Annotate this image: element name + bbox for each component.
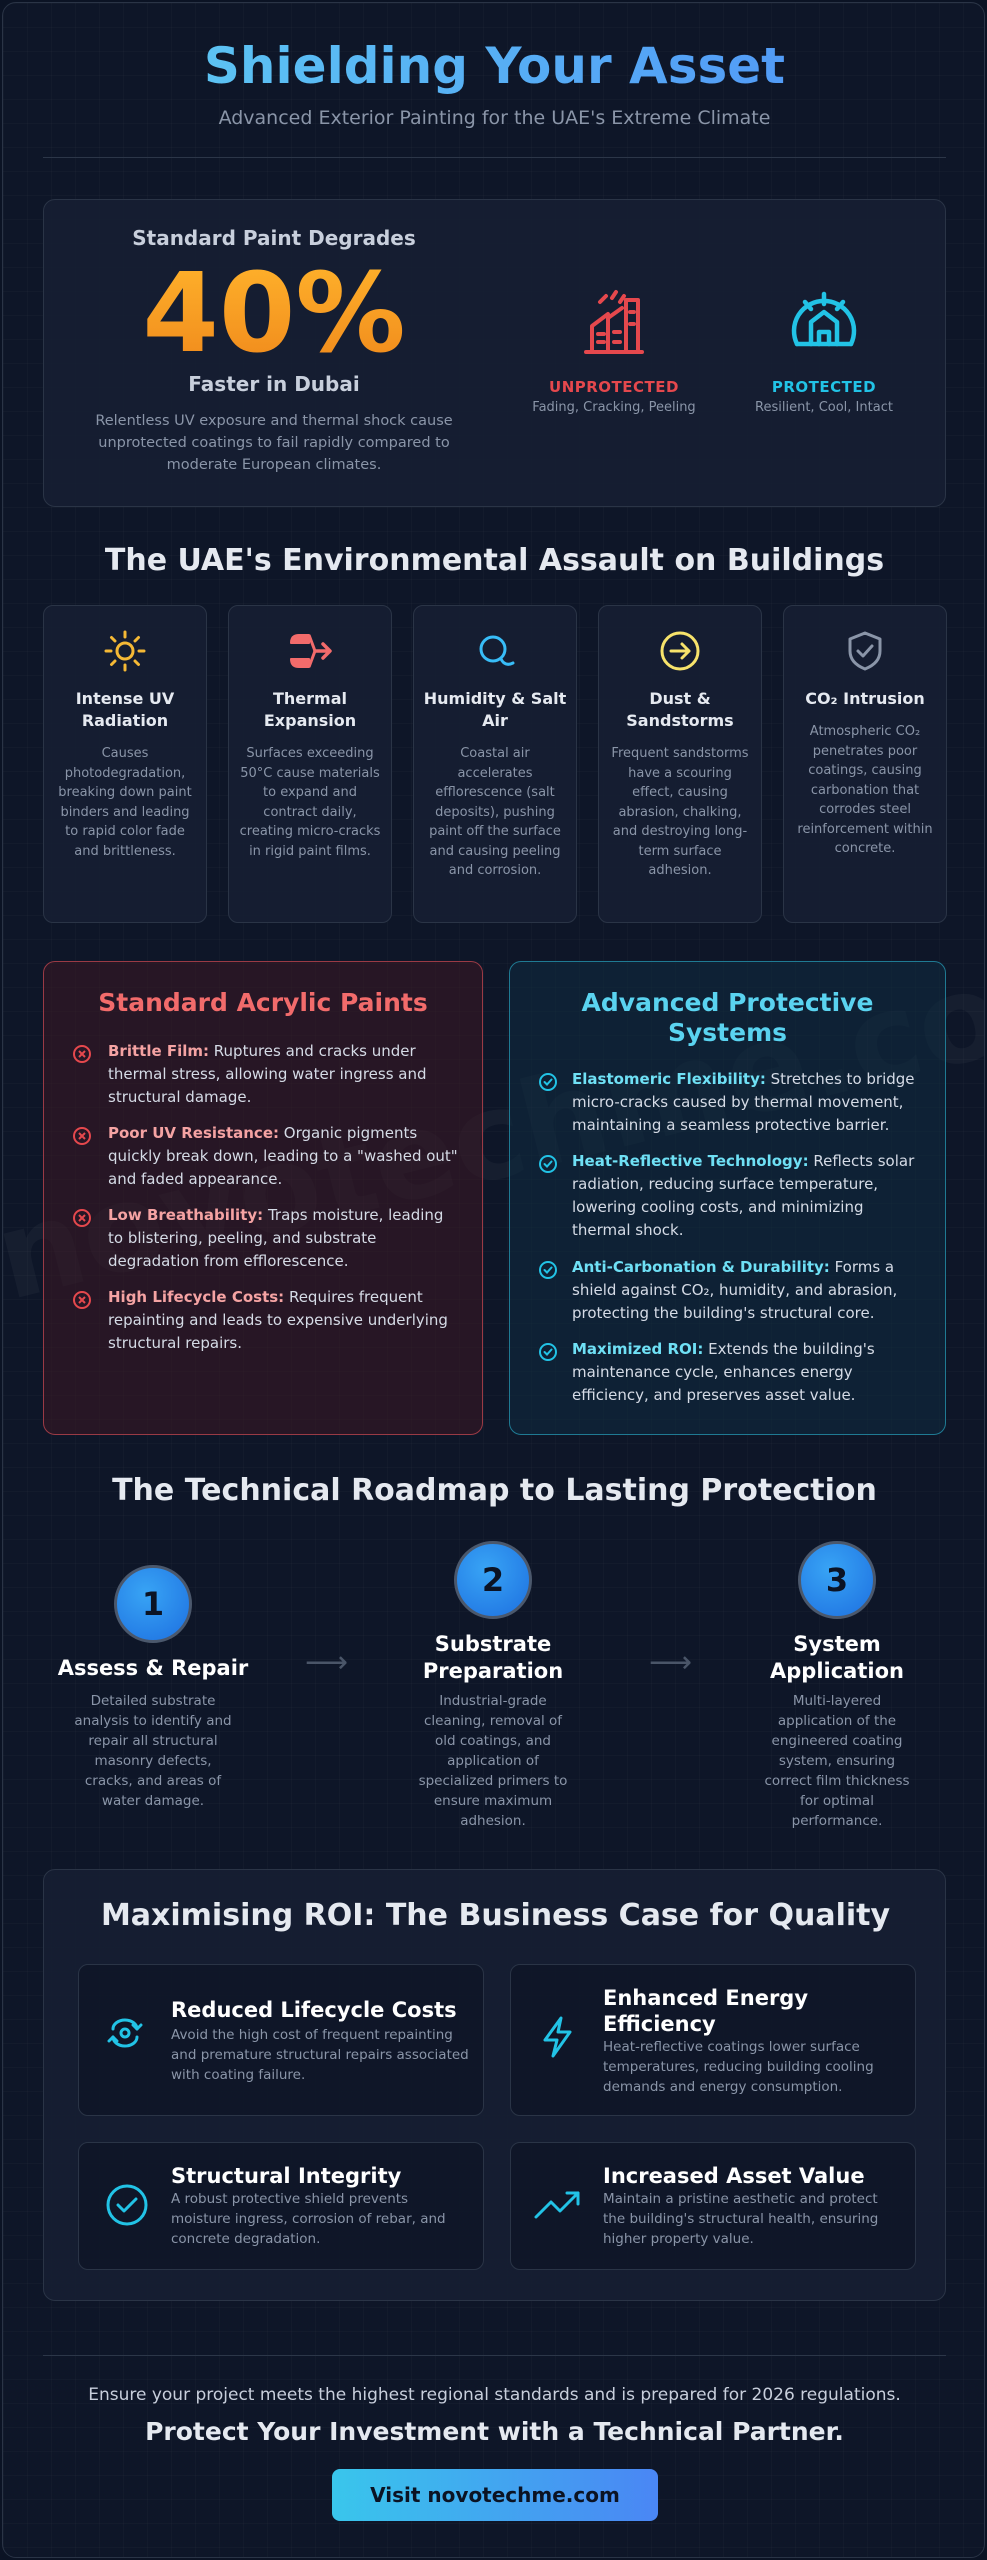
standard-paints-panel [43, 961, 483, 1435]
step-title: Assess & Repair [57, 1656, 249, 1680]
threat-title: Humidity & Salt Air [423, 689, 567, 730]
standard-title: Standard Acrylic Paints [98, 988, 428, 1017]
threat-desc: Atmospheric CO₂ penetrates poor coatings, causing carbonation that corrodes steel reinforcement within concrete. [797, 724, 933, 856]
check-circle-icon [538, 1260, 558, 1280]
visit-website-button[interactable]: Visit novotechme.com [332, 2469, 658, 2521]
roi-section [43, 1869, 946, 2301]
threat-card-dust [598, 605, 762, 923]
advanced-systems-panel [509, 961, 946, 1435]
stat-value: 40% [44, 258, 504, 368]
threat-desc: Frequent sandstorms have a scouring effect, causing abrasion, chalking, and destroying long-term surface adhesion. [611, 746, 749, 878]
standard-point: Poor UV Resistance: Organic pigments quickly break down, leading to a "washed out" and faded appearance. [108, 1124, 458, 1188]
threat-title: CO₂ Intrusion [805, 689, 925, 708]
roi-card-lifecycle [78, 1964, 484, 2116]
trending-up-icon [533, 2187, 583, 2227]
assault-title: The UAE's Environmental Assault on Buildings [104, 543, 885, 578]
advanced-title: Advanced Protective Systems [581, 988, 874, 1047]
footer-note: Ensure your project meets the highest regional standards and is prepared for 2026 regulations. [88, 2385, 901, 2405]
arrow-circle-icon [599, 626, 761, 676]
threat-desc: Causes photodegradation, breaking down paint binders and leading to rapid color fade and brittleness. [58, 746, 192, 859]
x-circle-icon [72, 1126, 92, 1146]
expand-arrows-icon [229, 626, 391, 676]
shielded-building-icon [724, 286, 924, 360]
protected-desc: Resilient, Cool, Intact [755, 400, 893, 415]
step-title: Substrate Preparation [422, 1632, 564, 1683]
threat-card-co2 [783, 605, 947, 923]
stat-label: Standard Paint Degrades [132, 226, 416, 250]
standard-point: Brittle Film: Ruptures and cracks under thermal stress, allowing water ingress and structural damage. [108, 1042, 427, 1106]
check-circle-icon [538, 1072, 558, 1092]
standard-point: Low Breathability: Traps moisture, leading to blistering, peeling, and substrate degradation from efflorescence. [108, 1206, 444, 1270]
step-number-1: 1 [114, 1565, 192, 1643]
hero-subtitle: Advanced Exterior Painting for the UAE's Extreme Climate [218, 107, 771, 129]
check-circle-icon [538, 1342, 558, 1362]
roadmap-title: The Technical Roadmap to Lasting Protection [112, 1473, 877, 1508]
protected-title: PROTECTED [771, 378, 877, 396]
advanced-point: Elastomeric Flexibility: Stretches to bridge micro-cracks caused by thermal movement, maintaining a seamless protective barrier. [572, 1070, 915, 1134]
footer-cta: Protect Your Investment with a Technical Partner. [145, 2417, 844, 2446]
divider [43, 2355, 946, 2356]
advanced-point: Maximized ROI: Extends the building's maintenance cycle, enhances energy efficiency, and preserves asset value. [572, 1340, 875, 1404]
unprotected-desc: Fading, Cracking, Peeling [532, 400, 696, 415]
roi-card-title: Increased Asset Value [603, 2164, 865, 2188]
lightning-icon [537, 2015, 577, 2063]
roi-card-title: Reduced Lifecycle Costs [171, 1998, 457, 2022]
stat-sub: Faster in Dubai [188, 372, 360, 396]
threat-title: Thermal Expansion [263, 689, 357, 730]
roi-title: Maximising ROI: The Business Case for Quality [100, 1898, 891, 1933]
roi-card-asset-value [510, 2142, 916, 2270]
threat-card-uv [43, 605, 207, 923]
money-cycle-icon [105, 2013, 145, 2057]
crumbling-building-icon [514, 288, 714, 360]
step-desc: Detailed substrate analysis to identify and repair all structural masonry defects, cracks, and areas of water damage. [74, 1693, 232, 1809]
threat-desc: Coastal air accelerates efflorescence (salt deposits), pushing paint off the surface and causing peeling and corrosion. [429, 746, 561, 878]
threat-card-humidity [413, 605, 577, 923]
stat-description: Relentless UV exposure and thermal shock cause unprotected coatings to fail rapidly compared to moderate European climates. [95, 413, 453, 473]
check-circle-icon [105, 2183, 149, 2231]
roi-card-energy [510, 1964, 916, 2116]
advanced-point: Anti-Carbonation & Durability: Forms a shield against CO₂, humidity, and abrasion, protecting the building's structural core. [572, 1258, 898, 1322]
threat-card-thermal [228, 605, 392, 923]
threat-title: Intense UV Radiation [75, 689, 175, 730]
unprotected-title: UNPROTECTED [549, 378, 679, 396]
advanced-point: Heat-Reflective Technology: Reflects solar radiation, reducing surface temperature, lowering cooling costs, and minimizing thermal shock. [572, 1152, 915, 1239]
roi-card-title: Structural Integrity [171, 2164, 402, 2188]
x-circle-icon [72, 1208, 92, 1228]
hero-title: Shielding Your Asset [3, 37, 985, 95]
roi-card-desc: Heat-reflective coatings lower surface temperatures, reducing building cooling demands and energy consumption. [603, 2039, 874, 2095]
step-desc: Industrial-grade cleaning, removal of old coatings, and application of specialized primers to ensure maximum adhesion. [418, 1693, 568, 1829]
infographic-page [2, 2, 985, 2558]
step-number-3: 3 [798, 1541, 876, 1619]
standard-point: High Lifecycle Costs: Requires frequent repainting and leads to expensive underlying structural repairs. [108, 1288, 448, 1352]
arrow-right-icon: ⟶ [305, 1645, 349, 1680]
threat-desc: Surfaces exceeding 50°C cause materials to expand and contract daily, creating micro-cracks in rigid paint films. [239, 746, 381, 859]
step-desc: Multi-layered application of the engineered coating system, ensuring correct film thickness for optimal performance. [764, 1693, 910, 1829]
step-title: System Application [770, 1632, 904, 1683]
roi-card-title: Enhanced Energy Efficiency [603, 1986, 809, 2036]
shield-check-icon [784, 626, 946, 676]
humidity-wave-icon [414, 626, 576, 676]
divider [43, 157, 946, 158]
arrow-right-icon: ⟶ [649, 1645, 693, 1680]
step-number-2: 2 [454, 1541, 532, 1619]
roi-card-desc: A robust protective shield prevents moisture ingress, corrosion of rebar, and concrete degradation. [171, 2191, 446, 2247]
stat-card [43, 199, 946, 507]
check-circle-icon [538, 1154, 558, 1174]
roi-card-desc: Avoid the high cost of frequent repainting and premature structural repairs associated with coating failure. [171, 2027, 469, 2083]
x-circle-icon [72, 1044, 92, 1064]
roi-card-integrity [78, 2142, 484, 2270]
threat-title: Dust & Sandstorms [626, 689, 734, 730]
sun-icon [44, 626, 206, 676]
x-circle-icon [72, 1290, 92, 1310]
roi-card-desc: Maintain a pristine aesthetic and protect the building's structural health, ensuring higher property value. [603, 2191, 879, 2247]
